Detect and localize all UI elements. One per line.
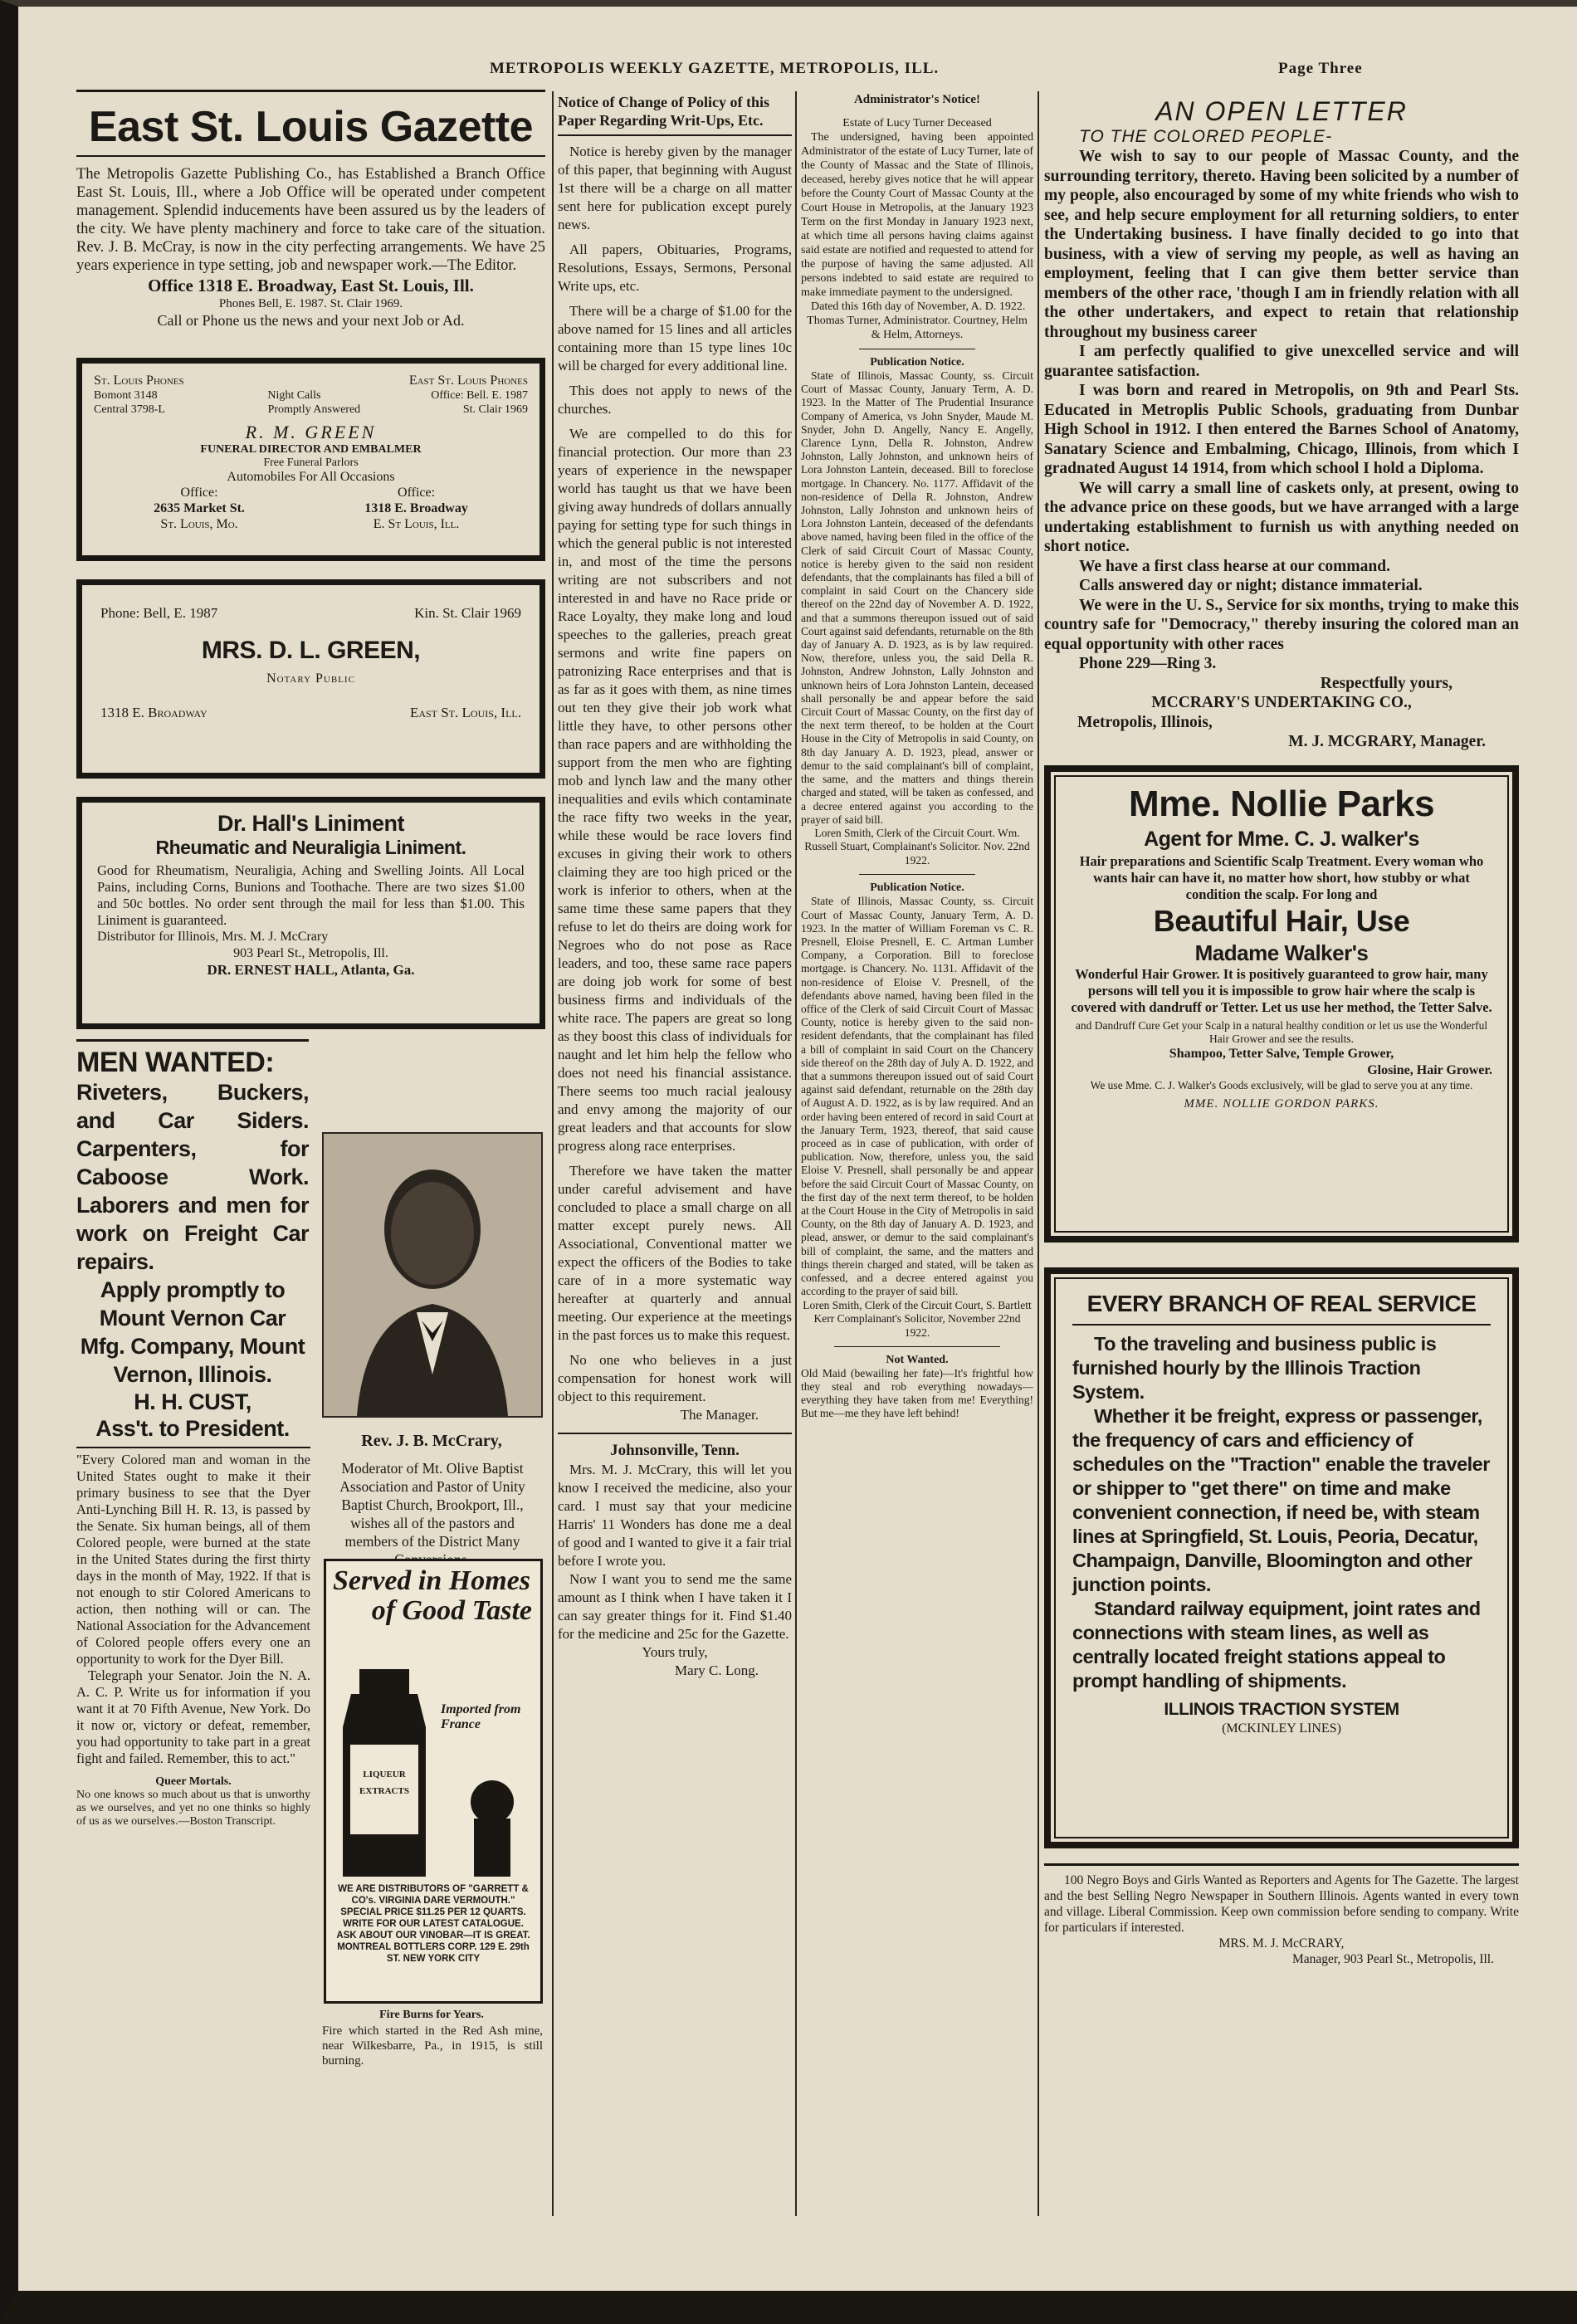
traction-lines: (MCKINLEY LINES) (1222, 1721, 1341, 1736)
fire-title: Fire Burns for Years. (379, 2009, 484, 2021)
policy-p2: All papers, Obituaries, Programs, Resolutions, Essays, Sermons, Personal Write ups, etc. (558, 242, 792, 294)
green-central: Central 3798-L (94, 403, 165, 416)
liqueur-title-2: of Good Taste (371, 1595, 532, 1626)
telegraph-body: Telegraph your Senator. Join the N. A. A. C. P. Write us for information if you want it at 70 Fifth Avenue, New York. Do it now or, victory or defeat, remember, you had opportunity to take part in a great fight and failed. Remember, this to act." (76, 1667, 310, 1766)
masthead (58, 53, 1552, 86)
queer-body: No one knows so much about us that is unworthy as we ourselves, and yet no one thinks so highly of us as we ourselves.—Boston Transcript. (76, 1789, 310, 1828)
policy-p6: Therefore we have taken the matter under careful advisement and have concluded to place a small charge on all matter except purely news. All Associational, Conventional matter we expect the officers of the Bodies to take care of in a more systematic way hereafter at quarterly and annual meeting. Our experience at the meetings in the past forces us to make this request. (558, 1163, 792, 1343)
liniment-body: Good for Rheumatism, Neuraligia, Aching and Swelling Joints. All Local Pains, including Corns, Bunions and Toothache. There are two sizes $1.00 and 50c bottles. No order sent through the mail for less than $1.00. This Liniment is guaranteed. (97, 862, 525, 928)
bottle-icon (326, 1636, 540, 1885)
green-addr-left: 2635 Market St. (154, 501, 245, 515)
agents-wanted-body: 100 Negro Boys and Girls Wanted as Reporters and Agents for The Gazette. The largest and the best Selling Negro Newspaper in Southern Illinois. Agents wanted in every town and village. Liberal Commission. Keep own commission before sending to company. Write for particulars if interested. (1044, 1872, 1519, 1935)
admin-body: The undersigned, having been appointed Administrator of the estate of Lucy Turner, late of the County of Massac and the State of Illinois, deceased, hereby gives notice that he will appear before the County Court of Massac County at the Court House in Metropolis, at the January 1923 Term on the first Monday in January 1923 next, at which time all persons having claims against said estate are notified and requested to attend for the purpose of having the same adjusted. All persons indebted to said estate are required to make immediate payment to the undersigned. (801, 131, 1033, 299)
letter-body-2: Now I want you to send me the same amount as I think when I have taken it I can say greater things for it. Find $1.40 for the medicine and 25c for the Gazette. (558, 1571, 792, 1642)
traction-p3: Standard railway equipment, joint rates and connections with steam lines, as well as centrally located freight stations appeal to prompt handling of shipments. (1072, 1597, 1481, 1692)
pub2-title: Publication Notice. (870, 881, 964, 895)
policy-p3: There will be a charge of $1.00 for the above named for 15 lines and all articles containing more than 15 type lines 10c will be charged for every additional line. (558, 303, 792, 374)
men-wanted-name: H. H. CUST, (134, 1389, 251, 1414)
policy-p7: No one who believes in a just compensation for honest work will object to this requirement. (558, 1352, 792, 1404)
liniment-ad (76, 797, 545, 1029)
liniment-distributor: Distributor for Illinois, Mrs. M. J. McCrary (97, 930, 329, 944)
open-letter-p6: Calls answered day or night; distance immaterial. (1079, 577, 1423, 594)
agents-wanted (1044, 1863, 1519, 1967)
parks-body-2: Wonderful Hair Grower. It is positively guaranteed to grow hair, many persons will tell you it is impossible to grow hair where the scalp is covered with dandruff or Tetter. Let us use her method, the Tetter Salve. (1071, 965, 1492, 1015)
open-letter-company: MCCRARY'S UNDERTAKING CO., (1151, 694, 1412, 711)
notary-phone: Phone: Bell, E. 1987 (100, 605, 218, 621)
letter-body: Mrs. M. J. McCrary, this will let you know I received the medicine, also your card. I must say that your medicine Harris' 11 Wonders has done me a deal of good and I wanted to give it a fair trial before I wrote you. (558, 1462, 792, 1569)
notary-title: Notary Public (266, 671, 355, 686)
open-letter-p1: We wish to say to our people of Massac County, and the surrounding territory, thereto. Having been solicited by a number of my people, also encouraged by some of my white friends who wish to see, and help secure employment for all returning soldiers, to enter the Undertaking business. I have finally decided to go into that business, with a view of serving my people, as well as having an employment, feeling that I can give them better service than members of the other race, 'though I am in friendly relation with all the other undertakers, and expect to retain that relationship throughout my business career (1044, 148, 1519, 341)
not-wanted-title: Not Wanted. (886, 1354, 949, 1366)
pub2-sign: Loren Smith, Clerk of the Circuit Court, S. Bartlett Kerr Complainant's Solicitor, November 22nd 1922. (803, 1298, 1032, 1339)
notary-address: 1318 E. Broadway (100, 705, 208, 720)
agents-wanted-sign: MRS. M. J. McCRARY, (1218, 1936, 1345, 1950)
policy-signed: The Manager. (680, 1407, 759, 1423)
column-2 (315, 1120, 548, 2216)
lynching-body: "Every Colored man and woman in the United States ought to make it their primary business to see that the Dyer Anti-Lynching Bill H. R. 13, is passed by the Senate. Six human beings, all of them Colored people, were burned at the state in the United States during the first thirty days in the month of May, 1922. If that is not enough to stir Colored Americans to action, then nothing will or can. The National Association for the Advancement of Colored people offers every one an opportunity to work for the Dyer Bill. (76, 1452, 310, 1667)
letter-section (558, 1433, 792, 1680)
letter-title: Johnsonville, Tenn. (610, 1442, 740, 1459)
fire-body: Fire which started in the Red Ash mine, near Wilkesbarre, Pa., in 1915, is still burning. (322, 2024, 543, 2068)
bottle-label-2: EXTRACTS (359, 1786, 409, 1796)
policy-p4: This does not apply to news of the churches. (558, 383, 792, 417)
policy-p1: Notice is hereby given by the manager of this paper, that beginning with August 1st there will be a charge on all matter sent here for publication except purely news. (558, 144, 792, 232)
open-letter-p2: I am perfectly qualified to give unexcelled service and will guarantee satisfaction. (1044, 343, 1519, 380)
notary-name: MRS. D. L. GREEN, (201, 637, 421, 664)
gazette-header (76, 90, 545, 157)
open-letter-close: Respectfully yours, (1320, 674, 1452, 692)
traction-name: ILLINOIS TRACTION SYSTEM (1164, 1699, 1399, 1719)
parks-agent: Agent for Mme. C. J. walker's (1144, 827, 1419, 851)
green-night: Night Calls (267, 389, 321, 402)
open-letter-p5: We have a first class hearse at our command. (1079, 557, 1390, 575)
policy-notice-title: Notice of Change of Policy of this Paper Regarding Writ-Ups, Etc. (558, 93, 792, 136)
green-office-bell: Office: Bell. E. 1987 (431, 389, 528, 402)
green-name: R. M. GREEN (245, 422, 377, 442)
parks-body-3: and Dandruff Cure Get your Scalp in a natural healthy condition or let us use the Wonderful Hair Grower and see the results. (1075, 1018, 1488, 1045)
column-rule (1038, 91, 1039, 2216)
open-letter-sub: TO THE COLORED PEOPLE- (1079, 127, 1333, 146)
portrait-photo (322, 1132, 543, 1418)
liqueur-ad (324, 1559, 543, 2004)
not-wanted-body: Old Maid (bewailing her fate)—It's frightful how they steal and rob everything nowadays—everything they have taken from me! Everything! But me—me they have left behind! (801, 1367, 1033, 1419)
liqueur-body: WE ARE DISTRIBUTORS OF "GARRETT & CO's. VIRGINIA DARE VERMOUTH." SPECIAL PRICE $11.25 PER 12 QUARTS. WRITE FOR OUR LATEST CATALOGUE. ASK ABOUT OUR VINOBAR—IT IS GREAT. MONTREAL BOTTLERS CORP. 129 E. 29th ST. NEW YORK CITY (336, 1884, 530, 1964)
masthead-title: METROPOLIS WEEKLY GAZETTE, METROPOLIS, ILL. (490, 60, 940, 77)
green-bomont: Bomont 3148 (94, 389, 158, 402)
parks-sign: MME. NOLLIE GORDON PARKS. (1184, 1096, 1379, 1111)
green-left-phones: St. Louis Phones (94, 374, 184, 388)
open-letter-city: Metropolis, Illinois, (1077, 713, 1213, 731)
traction-p2: Whether it be freight, express or passenger, the frequency of cars and efficiency of schedules on the "Traction" enable the traveler or shipper to "get there" on time and make convenient connection, if need be, with steam lines at Springfield, St. Louis, Peoria, Decatur, Champaign, Danville, Bloomington and other junction points. (1072, 1404, 1490, 1595)
parks-glosine: Glosine, Hair Grower. (1367, 1062, 1492, 1077)
men-wanted-body: Riveters, Buckers, and Car Siders. Carpenters, for Caboose Work. Laborers and men for work on Freight Car repairs. (76, 1080, 309, 1274)
green-addr-right: 1318 E. Broadway (364, 501, 468, 515)
green-role: FUNERAL DIRECTOR AND EMBALMER (200, 443, 422, 456)
traction-ad (1044, 1267, 1519, 1848)
liqueur-title-1: Served in Homes (333, 1565, 530, 1596)
divider (834, 1346, 1000, 1347)
liniment-doctor: DR. ERNEST HALL, Atlanta, Ga. (207, 962, 415, 978)
green-office-right: Office: (398, 486, 436, 500)
open-letter-title: AN OPEN LETTER (1155, 96, 1408, 126)
pub2-body: State of Illinois, Massac County, ss. Circuit Court of Massac County, January Term, A. D. 1923. In the matter of William Foreman vs C. R. Presnell, Eloise Presnell, E. C. Artman Lumber Company, a Corporation. Bill to foreclose mortgage. is Chancery. No. 1131. Affidavit of the non-residence of Eloise V. Presnell, of the defendants above named, having been filed in the office of the Clerk of said Circuit Court of Massac County, notice is hereby given to the said non-resident defendants, that the complainant has filed a bill of complaint in said Court on the Chancery side thereof on the 28th day of July A. D. 1922, and that a summons thereupon issued out of said Court against said defendant, returnable on the 28th day of August A. D. 1922, as is by law required. And an order having been entered of record in said Court at the January Term, 1923, thereof, that said cause proceed as in case of publication, with order of publication. Now, therefore, unless you, the said Eloise V. Presnell, shall personally be and appear before the said Circuit Court of Massac County, on the first day of the next term thereof, to be holden at the Court House in the City of Metropolis in said County, on the 8th day of January A. D. 1923, and plead, answer, or demur to the said complainant's bill of complaint, the same, and the matters and things therein charged and stated, will be taken as confessed, and a decree entered against you according to the prayer of said bill. (801, 895, 1033, 1298)
gazette-title: East St. Louis Gazette (88, 103, 534, 151)
policy-p5: We are compelled to do this for financial protection. Our more than 23 years of experience in the newspaper world has taught us that we have been giving away hundreds of dollars annually paying for setting type for such things in which the general public is not interested in, and most of the time the persons writing are not subscribers and not interested in and have no Race pride or Race Loyalty, they make long and loud speeches to the galleries, preach great sermons and write fine papers on patronizing Race enterprises and that is as far as it goes with them, as nine times out ten they give their job work what little they have, to other persons other than race papers and are withholding the support from the men who are fighting mob and lynch law and the many other inequalities and evils which contaminate the race fifty two weeks in the year, while these would be race lovers find excuses in giving their work to others claiming they are too high priced or the work is inferior to others, when at the same time these same papers that they refuse to let do theirs are doing work for Negroes who do not pose as Race leaders, and too, these same race papers are doing job work for some of best business firms and individuals of the white race. The papers are great so long as they boost this class of individuals for naught and let him help the fellow who does not need his financial assistance. There seems too much racial jealousy and envy among the majority of our great leaders and that accounts for slow progress along race enterprises. (558, 426, 792, 1154)
men-wanted-apply: Apply promptly to Mount Vernon Car Mfg. Company, Mount Vernon, Illinois. (80, 1277, 305, 1387)
bottle-label-1: LIQUEUR (363, 1770, 406, 1780)
parks-ad (1044, 765, 1519, 1243)
open-letter-p3: I was born and reared in Metropolis, on 9th and Pearl Sts. Educated in Metroplis Public Schools, graduating from Dunbar High School in 1912. I then entered the Barnes School of Anatomy, Sanatary Science and Embalming, Chicago, Illinois, from which I gradnated August 14 1914, from which school I hold a Diploma. (1044, 382, 1519, 477)
green-right-phones: East St. Louis Phones (408, 374, 528, 388)
pub1-sign: Loren Smith, Clerk of the Circuit Court. Wm. Russell Stuart, Complainant's Solicitor. Nov. 22nd 1922. (804, 826, 1030, 867)
queer-title: Queer Mortals. (155, 1775, 232, 1788)
green-city-left: St. Louis, Mo. (160, 517, 238, 531)
green-autos: Automobiles For All Occasions (227, 470, 395, 484)
admin-estate: Estate of Lucy Turner Deceased (842, 117, 992, 129)
column-rule (795, 91, 797, 2216)
men-wanted-role: Ass't. to President. (95, 1416, 290, 1441)
notary-ad (76, 579, 545, 779)
open-letter-manager: M. J. MCGRARY, Manager. (1288, 733, 1486, 750)
traction-p1: To the traveling and business public is furnished hourly by the Illinois Traction System. (1072, 1332, 1437, 1403)
notary-kin: Kin. St. Clair 1969 (414, 605, 521, 621)
parks-products: Shampoo, Tetter Salve, Temple Grower, (1169, 1046, 1394, 1061)
portrait-figure (324, 1134, 541, 1416)
liniment-title: Dr. Hall's Liniment (217, 811, 404, 836)
admin-sign: Thomas Turner, Administrator. Courtney, Helm & Helm, Attorneys. (807, 315, 1028, 341)
liniment-address: 903 Pearl St., Metropolis, Ill. (233, 946, 388, 960)
gazette-call: Call or Phone us the news and your next Job or Ad. (157, 312, 465, 329)
agents-wanted-addr: Manager, 903 Pearl St., Metropolis, Ill. (1291, 1951, 1494, 1966)
portrait-caption-name: Rev. J. B. McCrary, (361, 1432, 502, 1450)
liniment-subtitle: Rheumatic and Neuraligia Liniment. (155, 837, 466, 858)
liqueur-imported: Imported from France (441, 1702, 521, 1731)
pub1-body: State of Illinois, Massac County, ss. Circuit Court of Massac County, January Term, A. D. 1923. In the Matter of The Prudential Insurance Company of America, vs John Snyder, Maude M. Snyder, John D. Angelly, Nancy E. Angelly, Clarence Lynn, Della R. Johnston, Andrew Johnston, Lally Johnston, and unknown heirs of Lora Johnston Lantein, deceased. Bill to foreclose mortgage. In Chancery. No. 1177. Affidavit of the non-residence of Della R. Johnston, Andrew Johnston, Lally Johnston and unknown heirs of Lora Johnston Lantein, deceased of the defendants above named, having been filed in the office of the Clerk of said Circuit Court of Massac County, notice is hereby given to the said non resident defendants, that the complainants has filed a bill of complaint in said Court on the Chancery side thereof on the 22nd day of November A. D. 1922, and that a summons thereupon issued out of said Court against said defendants, returnable on the 8th day of January A. D. 1923, as is by law required. Now, therefore, unless you, the said Della R. Johnston, Andrew Johnston, Lally Johnston and unknown heirs of Lora Johnston Lantein, deceased shall personally be and appear before the said Circuit Court of Massac County, on the first day of the next term thereof, to be holden at the Court House in the City of Metropolis in said County, on 8th day January A. D. 1923, plead, answer or demur to the said complainant's bill of complaint, the same, and the matters and things therein charged and stated, will be taken as confessed, and a decree entered against you according to the prayer of said bill. (801, 369, 1033, 826)
open-letter-phone: Phone 229—Ring 3. (1079, 655, 1217, 672)
green-office-left: Office: (180, 486, 218, 500)
gazette-office: Office 1318 E. Broadway, East St. Louis, Ill. (148, 276, 474, 295)
green-funeral-ad (76, 358, 545, 561)
gazette-phones: Phones Bell, E. 1987. St. Clair 1969. (218, 297, 403, 310)
parks-title: Mme. Nollie Parks (1128, 783, 1435, 824)
admin-title: Administrator's Notice! (853, 93, 981, 106)
open-letter-p7: We were in the U. S., Service for six months, trying to make this country safe for "Democracy," thereby insuring the colored man an equal opportunity with other races (1044, 596, 1519, 653)
parks-big: Beautiful Hair, Use (1153, 903, 1410, 938)
gazette-body: The Metropolis Gazette Publishing Co., has Established a Branch Office East St. Louis, Ill., where a Job Office will be operated under competent management. Splendid inducements have been assured us by the leaders of the city. We have plenty machinery and force to take care of the situation. Rev. J. B. McCray, is now in the city perfecting arrangements. We have 25 years experience in type setting, job and newspaper work.—The Editor. (76, 166, 545, 274)
men-wanted-ad (76, 1039, 309, 1442)
parks-body: Hair preparations and Scientific Scalp Treatment. Every woman who wants hair can have it, no matter how short, how stubby or what condition the scalp. For long and (1079, 852, 1484, 902)
divider (859, 874, 975, 875)
green-promptly: Promptly Answered (267, 403, 361, 416)
column-3 (558, 93, 792, 2218)
letter-name: Mary C. Long. (674, 1662, 759, 1678)
column-5 (1044, 93, 1519, 2218)
green-parlors: Free Funeral Parlors (263, 456, 359, 469)
men-wanted-title: MEN WANTED: (76, 1047, 275, 1078)
lynching-article (76, 1447, 310, 1828)
column-rule (552, 91, 554, 2216)
green-st-clair: St. Clair 1969 (462, 403, 528, 416)
parks-madame: Madame Walker's (1194, 940, 1369, 965)
parks-note: We use Mme. C. J. Walker's Goods exclusively, will be glad to serve you at any time. (1090, 1078, 1473, 1091)
portrait-caption-body: Moderator of Mt. Olive Baptist Association and Pastor of Unity Baptist Church, Brookport, Ill., wishes all of the pastors and members of the District Many (339, 1460, 525, 1550)
notary-city: East St. Louis, Ill. (409, 705, 521, 720)
column-4 (801, 93, 1033, 2218)
letter-close: Yours truly, (642, 1644, 708, 1660)
page-number: Page Three (1278, 60, 1363, 77)
admin-dated: Dated this 16th day of November, A. D. 1922. (811, 300, 1026, 313)
traction-title: EVERY BRANCH OF REAL SERVICE (1072, 1289, 1491, 1326)
open-letter-p4: We will carry a small line of caskets only, at present, owing to the advance price on these goods, but we have arranged with a large undertaking establishment to furnish us with anything needed on short notice. (1044, 479, 1519, 555)
green-city-right: E. St Louis, Ill. (373, 517, 460, 531)
pub1-title: Publication Notice. (870, 356, 964, 369)
